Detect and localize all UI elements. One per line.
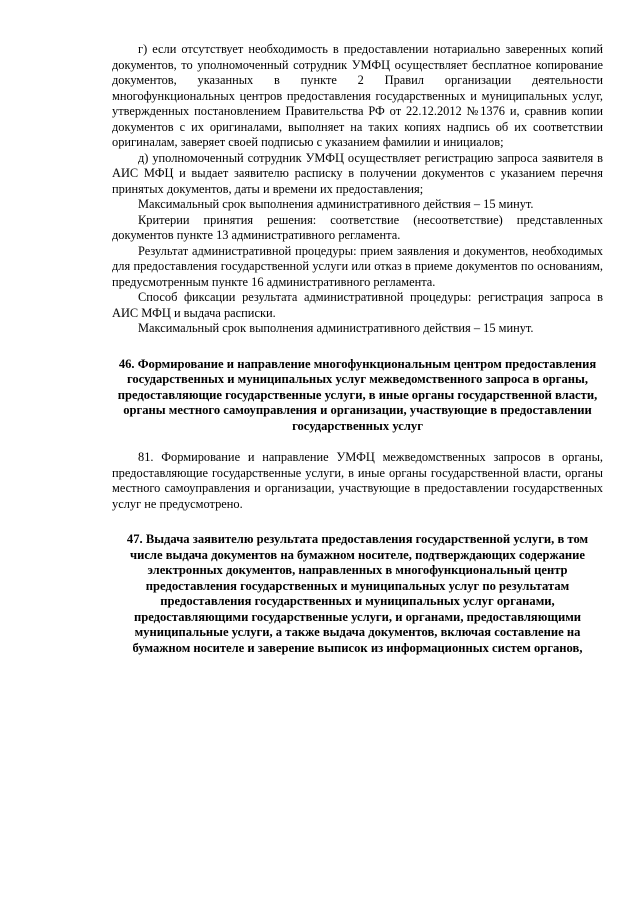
paragraph-max-time-2: Максимальный срок выполнения административного действия – 15 минут.: [138, 321, 534, 335]
section-46-heading: 46. Формирование и направление многофункциональным центром предоставления государственных и муниципальных услуг межведомственного запроса в органы, предоставляющие государственные услуги, в иные органы государственной власти, органы местного самоуправления и организации, участвующие в предоставлении государственных услуг: [117, 356, 598, 433]
paragraph-max-time-1: Максимальный срок выполнения административного действия – 15 минут.: [138, 197, 534, 211]
paragraph-d: д) уполномоченный сотрудник УМФЦ осуществляет регистрацию запроса заявителя в АИС МФЦ и выдает заявителю расписку в получении документов с указанием перечня принятых документов, даты и времени их предоставления;: [112, 150, 603, 196]
paragraph-criteria: Критерии принятия решения: соответствие (несоответствие) представленных документов пункте 13 административного регламента.: [112, 212, 603, 242]
document-body: [112, 42, 603, 656]
paragraph-result: Результат административной процедуры: прием заявления и документов, необходимых для предоставления государственной услуги или отказ в приеме документов по основаниям, предусмотренным пункте 16 административного регламента.: [112, 243, 603, 289]
paragraph-fixation: Способ фиксации результата административной процедуры: регистрация запроса в АИС МФЦ и выдача расписки.: [112, 290, 603, 320]
paragraph-g: г) если отсутствует необходимость в предоставлении нотариально заверенных копий документов, то уполномоченный сотрудник УМФЦ осуществляет бесплатное копирование документов, указанных в пункте 2 Правил организации деятельности многофункциональных центров предоставления государственных и муниципальных услуг, утвержденных постановлением Правительства РФ от 22.12.2012 №1376 и, сравнив копии документов с их оригиналами, выполняет на таких копиях надпись об их соответствии оригиналам, заверяет своей подписью с указанием фамилии и инициалов;: [112, 42, 603, 149]
section-47-heading: 47. Выдача заявителю результата предоставления государственной услуги, в том числе выдача документов на бумажном носителе, подтверждающих содержание электронных документов, направленных в многофункциональный центр предоставления государственных и муниципальных услуг по результатам предоставления государственных и муниципальных услуг органами, предоставляющими государственные услуги, и органами, предоставляющими муниципальные услуги, а также выдача документов, включая составление на бумажном носителе и заверение выписок из информационных систем органов,: [126, 532, 589, 655]
paragraph-81: 81. Формирование и направление УМФЦ межведомственных запросов в органы, предоставляющие государственные услуги, в иные органы государственной власти, органы местного самоуправления и организации, участвующие в предоставлении государственных услуг не предусмотрено.: [112, 450, 603, 511]
